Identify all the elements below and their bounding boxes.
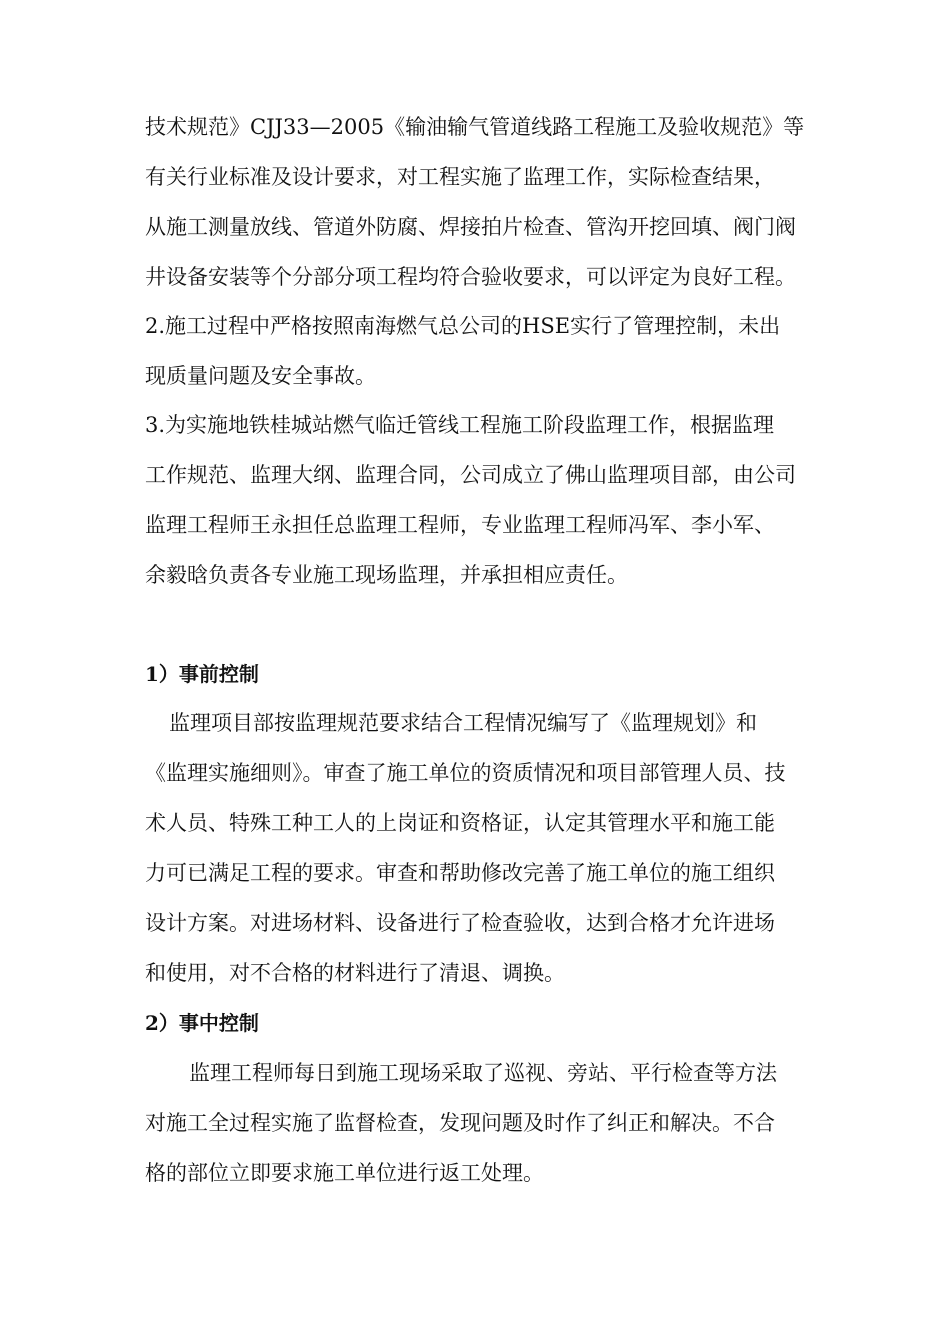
text-line: 2.施工过程中严格按照南海燃气总公司的HSE实行了管理控制，未出 bbox=[145, 314, 781, 338]
text-line: 井设备安装等个分部分项工程均符合验收要求，可以评定为良好工程。 bbox=[145, 265, 796, 289]
text-line: 《监理实施细则》。审查了施工单位的资质情况和项目部管理人员、技 bbox=[145, 761, 786, 785]
text-line: 监理项目部按监理规范要求结合工程情况编写了《监理规划》和 bbox=[169, 711, 757, 735]
section-heading: 2）事中控制 bbox=[145, 1011, 259, 1035]
text-line: 技术规范》CJJ33—2005《输油输气管道线路工程施工及验收规范》等 bbox=[145, 115, 805, 139]
text-line: 有关行业标准及设计要求，对工程实施了监理工作，实际检查结果， bbox=[145, 165, 775, 189]
text-line: 工作规范、监理大纲、监理合同，公司成立了佛山监理项目部，由公司 bbox=[145, 463, 796, 487]
text-line: 监理工程师每日到施工现场采取了巡视、旁站、平行检查等方法 bbox=[189, 1061, 777, 1085]
text-line: 术人员、特殊工种工人的上岗证和资格证，认定其管理水平和施工能 bbox=[145, 811, 775, 835]
text-line: 余毅晗负责各专业施工现场监理，并承担相应责任。 bbox=[145, 563, 628, 587]
text-line: 从施工测量放线、管道外防腐、焊接拍片检查、管沟开挖回填、阀门阀 bbox=[145, 215, 796, 239]
text-line: 设计方案。对进场材料、设备进行了检查验收，达到合格才允许进场 bbox=[145, 911, 775, 935]
text-line: 力可已满足工程的要求。审查和帮助修改完善了施工单位的施工组织 bbox=[145, 861, 775, 885]
section-heading: 1）事前控制 bbox=[145, 662, 259, 686]
text-line: 监理工程师王永担任总监理工程师，专业监理工程师冯军、李小军、 bbox=[145, 513, 775, 537]
text-line: 格的部位立即要求施工单位进行返工处理。 bbox=[145, 1161, 544, 1185]
text-line: 3.为实施地铁桂城站燃气临迁管线工程施工阶段监理工作，根据监理 bbox=[145, 413, 775, 437]
text-line: 和使用，对不合格的材料进行了清退、调换。 bbox=[145, 961, 565, 985]
text-line: 对施工全过程实施了监督检查，发现问题及时作了纠正和解决。不合 bbox=[145, 1111, 775, 1135]
text-line: 现质量问题及安全事故。 bbox=[145, 364, 376, 388]
